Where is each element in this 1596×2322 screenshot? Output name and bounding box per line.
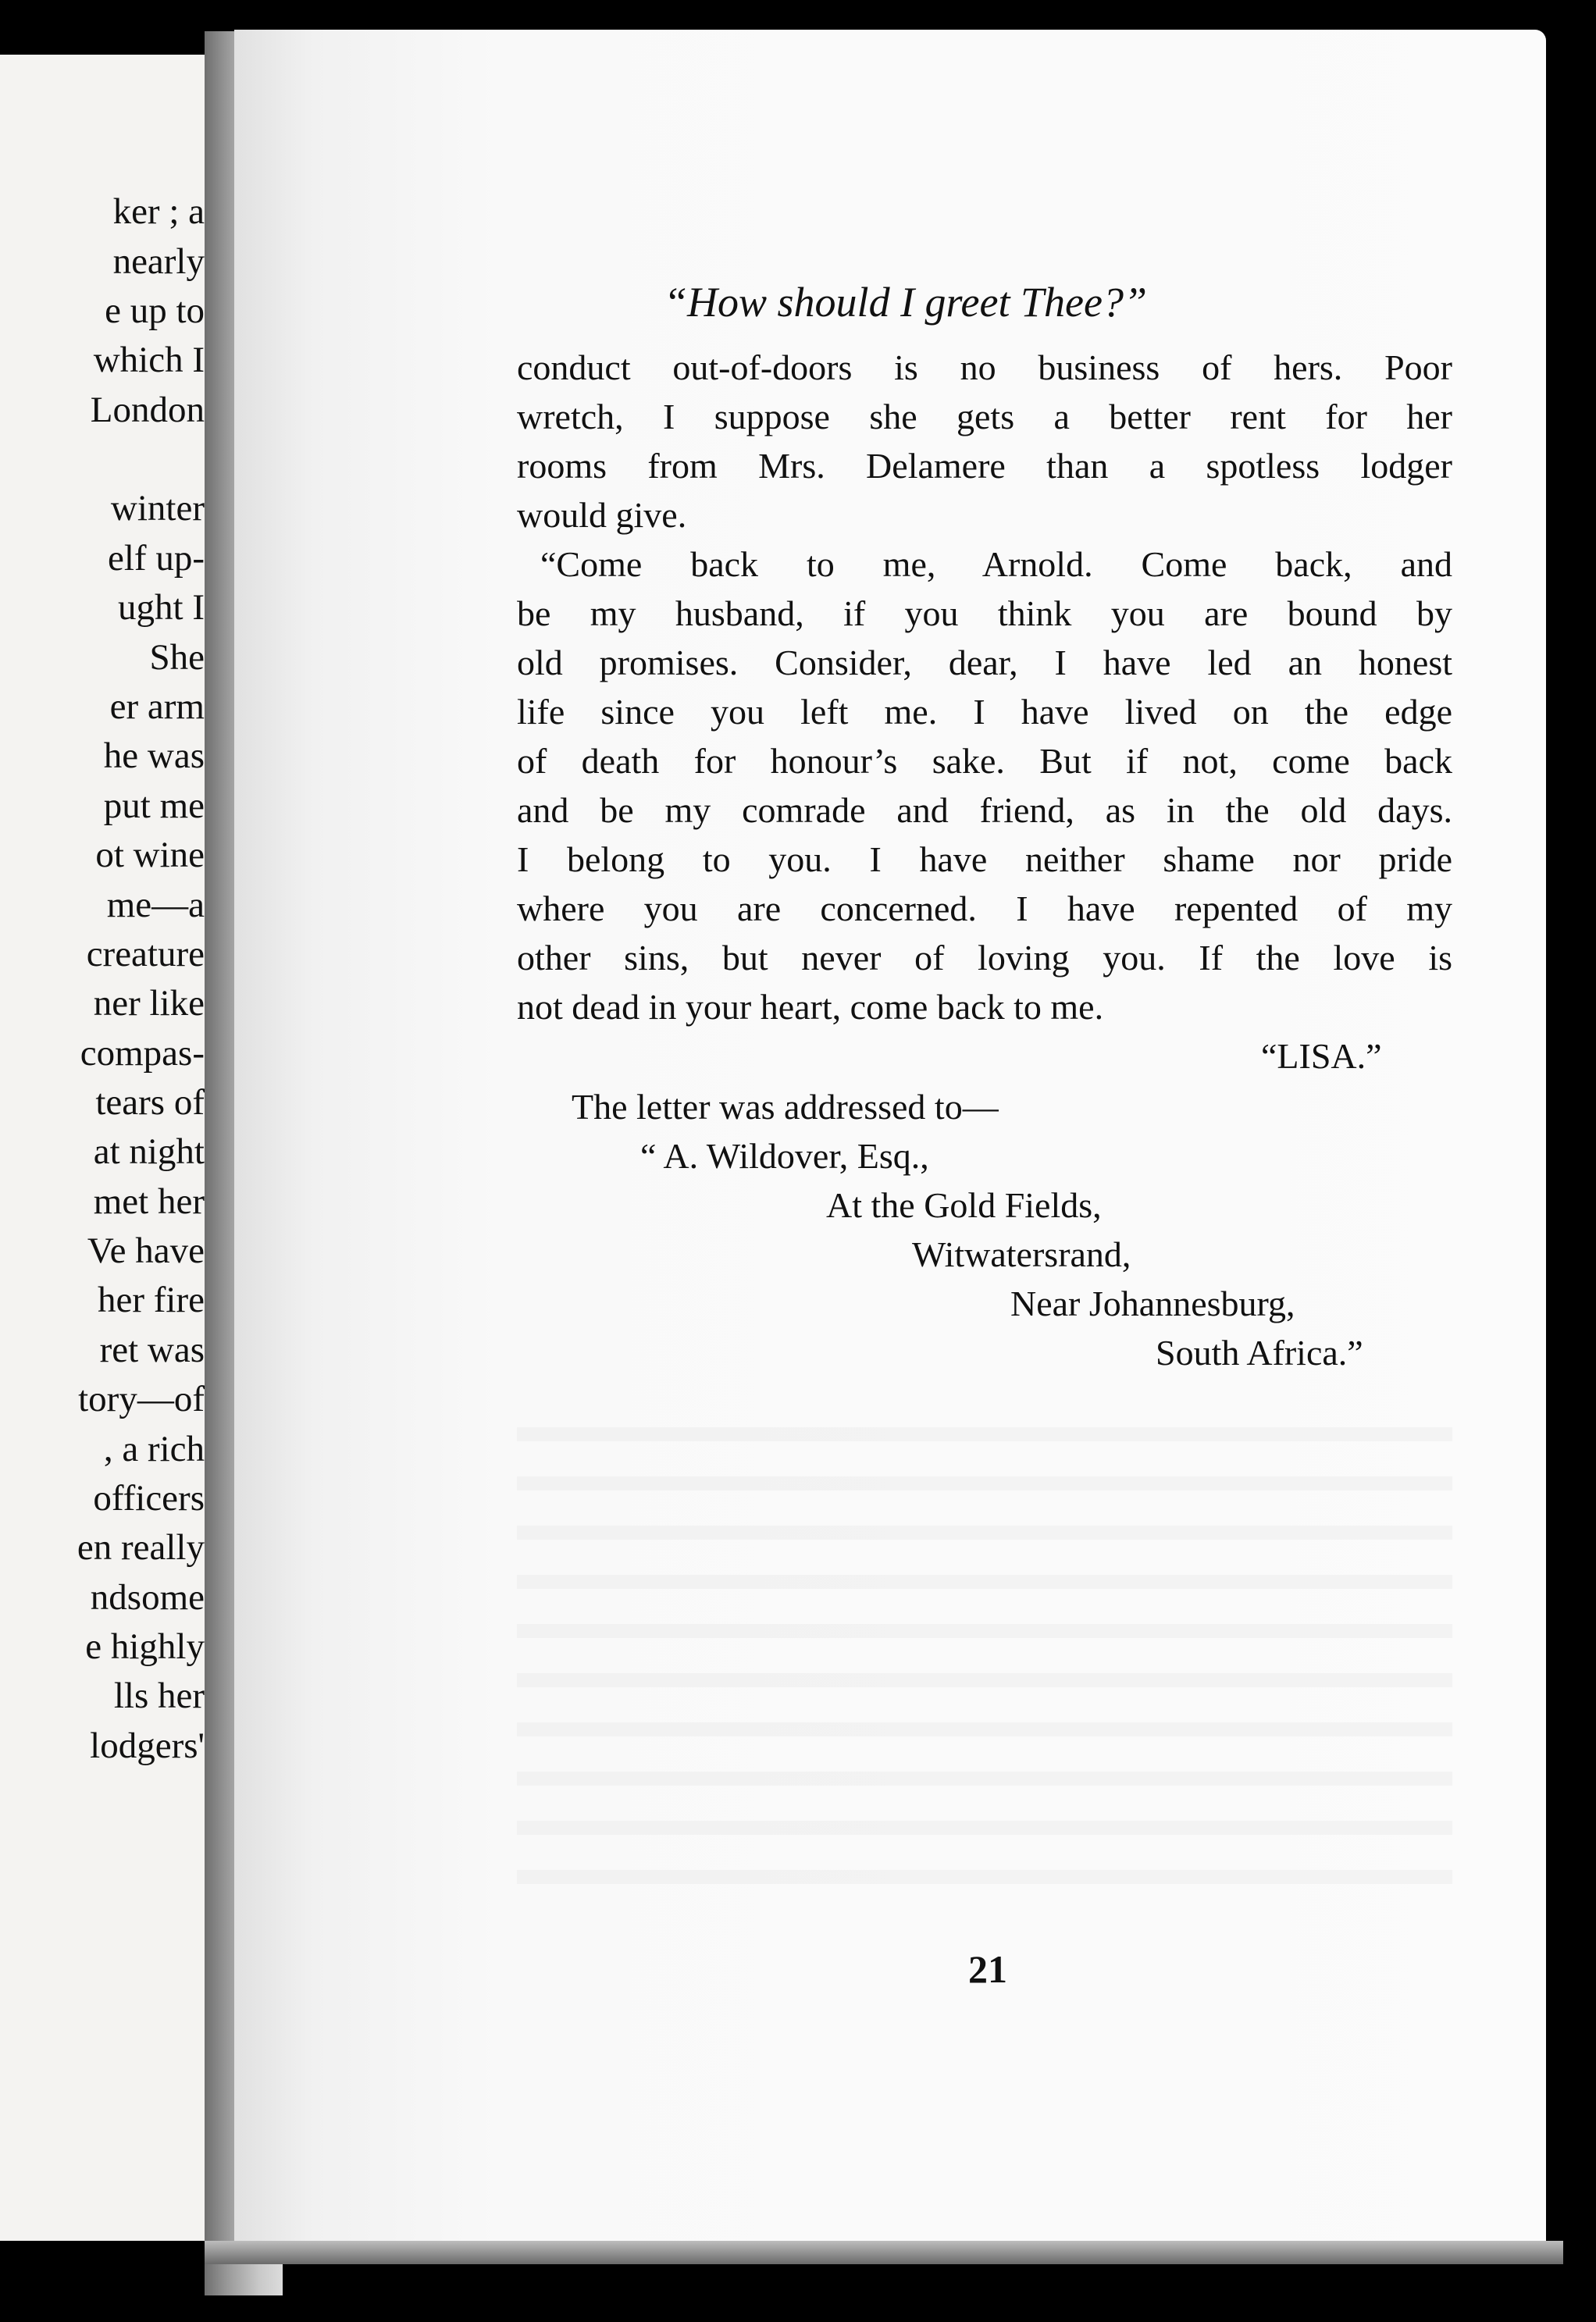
body-line: I belong to you. I have neither shame nor pride bbox=[517, 839, 1452, 879]
left-page-line: e up to bbox=[105, 290, 205, 331]
letter-signature: “LISA.” bbox=[1261, 1036, 1382, 1076]
left-page-line: me—a bbox=[106, 885, 205, 925]
bleed-through-line bbox=[517, 1624, 1452, 1638]
bleed-through-line bbox=[517, 1427, 1452, 1441]
left-page-line: compas- bbox=[80, 1033, 205, 1074]
left-page-line: ret was bbox=[99, 1330, 205, 1370]
bleed-through-line bbox=[517, 1772, 1452, 1786]
left-page-line: ner like bbox=[93, 983, 205, 1024]
bleed-through-line bbox=[517, 1575, 1452, 1589]
left-page-line: he was bbox=[103, 735, 205, 776]
bleed-through-line bbox=[517, 1526, 1452, 1540]
body-line: life since you left me. I have lived on the edge bbox=[517, 692, 1452, 732]
page-number: 21 bbox=[968, 1947, 1007, 1991]
left-page-line: ught I bbox=[118, 587, 205, 628]
body-line: old promises. Consider, dear, I have led an honest bbox=[517, 643, 1452, 682]
address-line: South Africa.” bbox=[1156, 1333, 1363, 1373]
bleed-through-line bbox=[517, 1476, 1452, 1490]
left-page-line: , a rich bbox=[103, 1429, 205, 1469]
body-line: “Come back to me, Arnold. Come back, and bbox=[540, 544, 1452, 584]
left-page-line: She bbox=[149, 637, 205, 678]
body-line: rooms from Mrs. Delamere than a spotless lodger bbox=[517, 446, 1452, 486]
left-page-line: which I bbox=[93, 340, 205, 380]
body-line: not dead in your heart, come back to me. bbox=[517, 987, 1104, 1027]
left-page-line: e highly bbox=[85, 1626, 205, 1667]
address-intro: The letter was addressed to— bbox=[572, 1087, 999, 1127]
body-line: of death for honour’s sake. But if not, come back bbox=[517, 741, 1452, 781]
left-page-line: Ve have bbox=[87, 1230, 205, 1271]
left-page-line: ker ; a bbox=[112, 191, 205, 232]
body-line: would give. bbox=[517, 495, 687, 535]
right-main-page bbox=[234, 30, 1546, 2247]
left-page-line: ndsome bbox=[90, 1577, 205, 1618]
address-line: At the Gold Fields, bbox=[826, 1185, 1102, 1225]
bleed-through-line bbox=[517, 1673, 1452, 1687]
left-page-line: put me bbox=[103, 785, 205, 826]
address-line: Witwatersrand, bbox=[912, 1234, 1131, 1274]
left-page-line: officers bbox=[93, 1478, 205, 1519]
bleed-through-line bbox=[517, 1722, 1452, 1736]
left-page-line: ot wine bbox=[95, 835, 205, 875]
left-page-line: winter bbox=[110, 488, 205, 529]
left-page-line: creature bbox=[86, 934, 205, 974]
address-line: “ A. Wildover, Esq., bbox=[640, 1136, 929, 1176]
left-page-line: er arm bbox=[109, 686, 205, 727]
left-page-line: London bbox=[90, 390, 205, 430]
bleed-through-line bbox=[517, 1821, 1452, 1835]
left-page-line: her fire bbox=[98, 1280, 205, 1320]
body-line: conduct out-of-doors is no business of hers. Poor bbox=[517, 347, 1452, 387]
left-page-line: en really bbox=[77, 1527, 205, 1568]
left-page-line: lls her bbox=[113, 1676, 205, 1716]
left-facing-page bbox=[0, 55, 226, 2241]
bleed-through-line bbox=[517, 1870, 1452, 1884]
body-line: wretch, I suppose she gets a better rent for her bbox=[517, 397, 1452, 436]
left-page-line: elf up- bbox=[108, 538, 205, 579]
left-page-line: tears of bbox=[95, 1082, 205, 1123]
left-page-line: lodgers' bbox=[90, 1725, 205, 1766]
left-page-line: at night bbox=[93, 1131, 205, 1172]
left-page-line: nearly bbox=[112, 241, 205, 282]
running-head: “How should I greet Thee?” bbox=[664, 279, 1147, 326]
body-line: where you are concerned. I have repented of my bbox=[517, 889, 1452, 928]
body-line: and be my comrade and friend, as in the old days. bbox=[517, 790, 1452, 830]
body-line: be my husband, if you think you are bound by bbox=[517, 593, 1452, 633]
address-line: Near Johannesburg, bbox=[1010, 1284, 1295, 1323]
left-page-line: tory—of bbox=[78, 1379, 205, 1419]
left-page-line: met her bbox=[93, 1181, 205, 1222]
body-line: other sins, but never of loving you. If the love is bbox=[517, 938, 1452, 978]
page-bottom-edge bbox=[205, 2241, 1563, 2264]
